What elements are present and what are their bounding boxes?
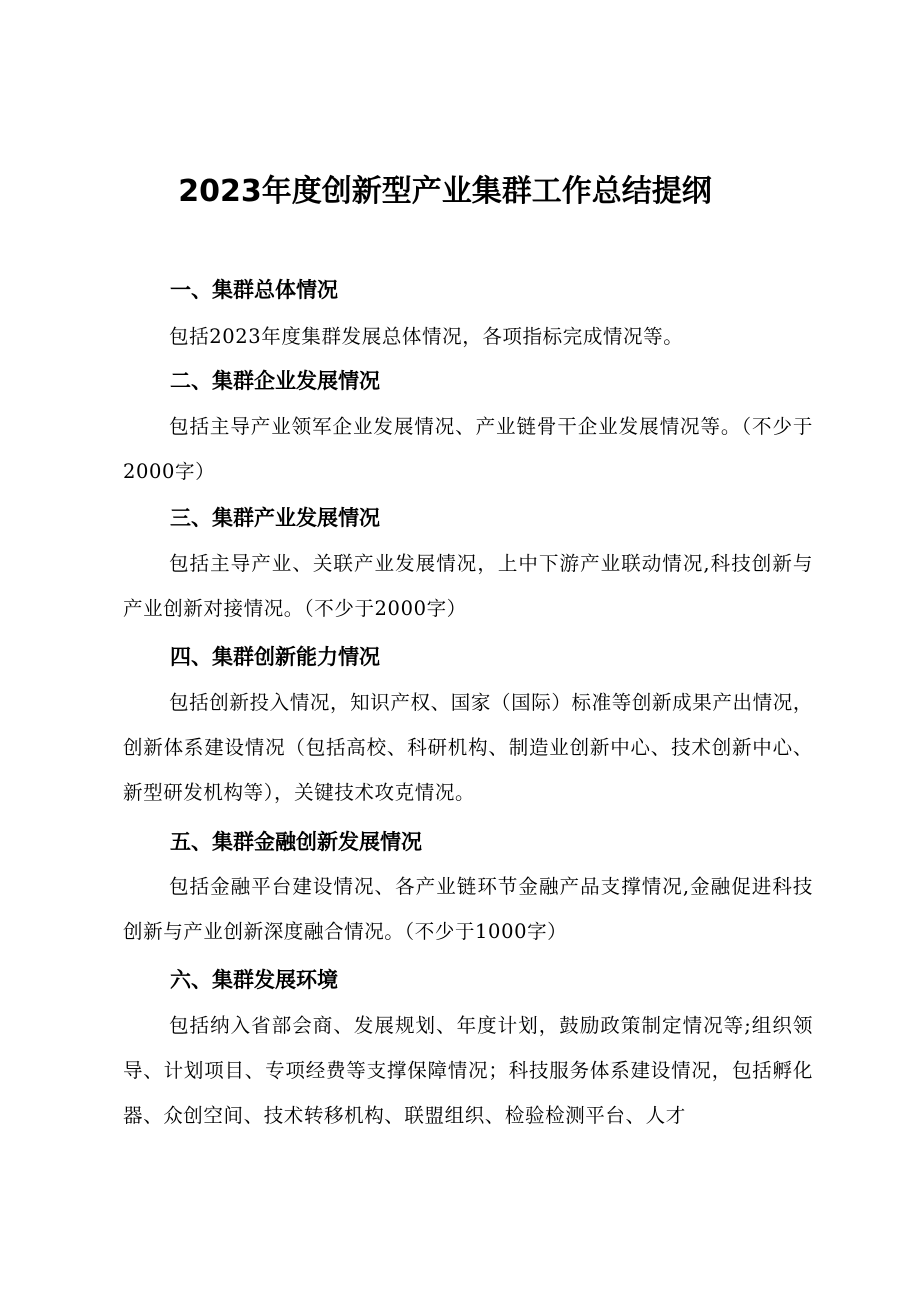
section-body-2: 包括主导产业领军企业发展情况、产业链骨干企业发展情况等。（不少于2000字） [123,415,813,483]
section-heading-3: 三、集群产业发展情况 [170,506,380,530]
section-body-6: 包括纳入省部会商、发展规划、年度计划，鼓励政策制定情况等;组织领导、计划项目、专项经费等支撑保障情况；科技服务体系建设情况，包括孵化器、众创空间、技术转移机构、联盟组织、检验检测平台、人才 [123,1014,813,1127]
section-body-3: 包括主导产业、关联产业发展情况，上中下游产业联动情况,科技创新与产业创新对接情况。（不少于2000字） [123,552,813,620]
section-body-4: 包括创新投入情况，知识产权、国家（国际）标准等创新成果产出情况，创新体系建设情况（包括高校、科研机构、制造业创新中心、技术创新中心、新型研发机构等），关键技术攻克情况。 [123,691,813,804]
section-heading-6: 六、集群发展环境 [170,968,338,992]
section-heading-2: 二、集群企业发展情况 [170,369,380,393]
section-body-5: 包括金融平台建设情况、各产业链环节金融产品支撑情况,金融促进科技创新与产业创新深度融合情况。（不少于1000字） [123,875,813,943]
document-title: 2023年度创新型产业集群工作总结提纲 [178,174,712,209]
section-heading-4: 四、集群创新能力情况 [170,645,380,669]
section-body-1: 包括2023年度集群发展总体情况，各项指标完成情况等。 [169,325,684,348]
section-heading-5: 五、集群金融创新发展情况 [170,830,422,854]
section-heading-1: 一、集群总体情况 [170,278,338,302]
